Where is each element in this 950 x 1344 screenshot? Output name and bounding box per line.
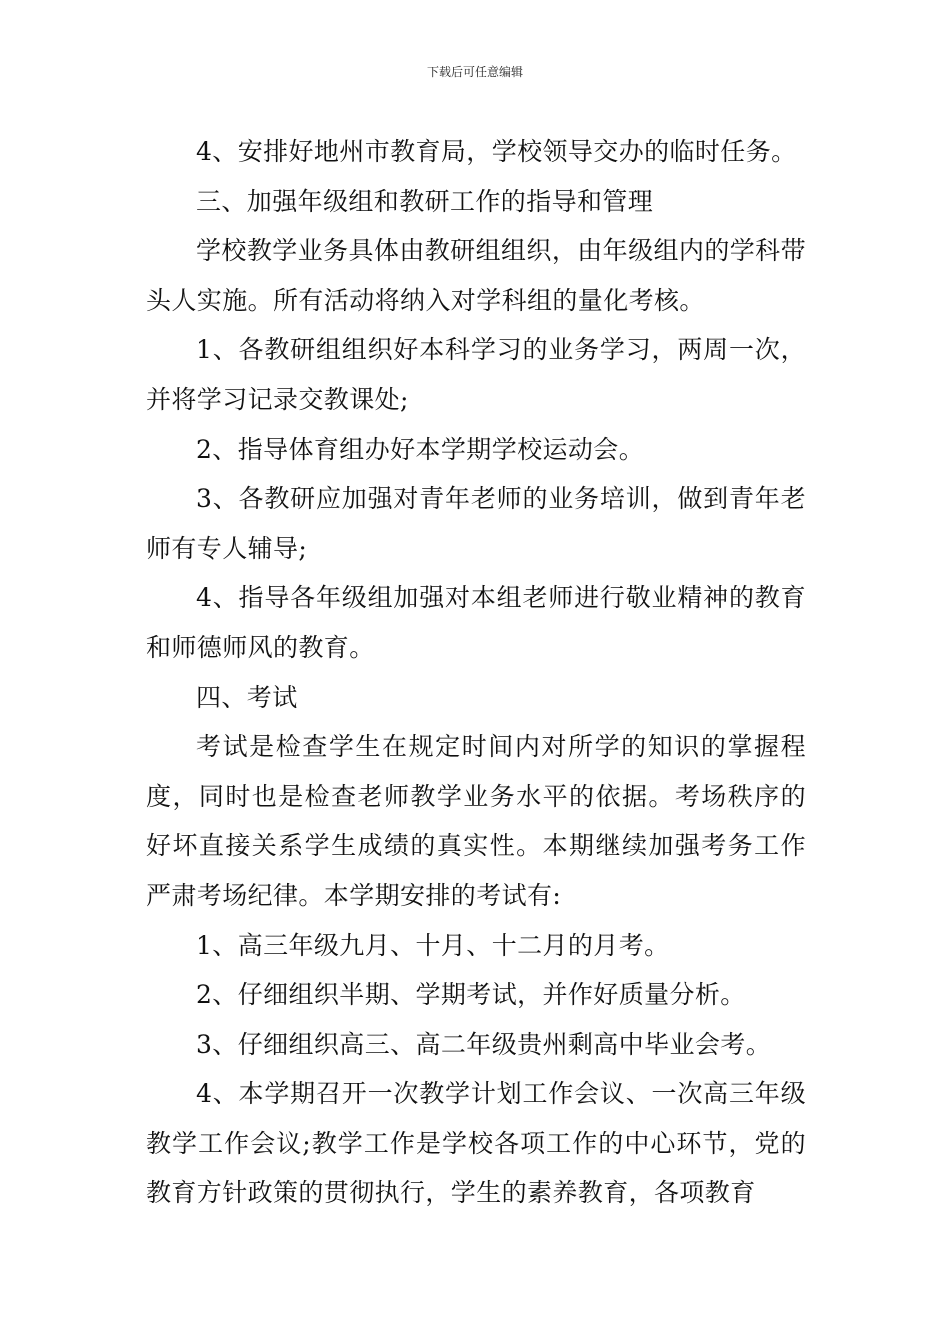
paragraph-exam-3: 3、仔细组织高三、高二年级贵州剩高中毕业会考。 <box>196 1029 772 1059</box>
paragraph-task-4: 4、安排好地州市教育局，学校领导交办的临时任务。 <box>196 137 797 166</box>
paragraph-exam-1: 1、高三年级九月、十月、十二月的月考。 <box>196 930 670 960</box>
paragraph-exam-2: 2、仔细组织半期、学期考试，并作好质量分析。 <box>196 980 746 1010</box>
document-body <box>146 127 806 1218</box>
paragraph-exam-4: 4、本学期召开一次教学计划工作会议、一次高三年级教学工作会议;教学工作是学校各项工作的中心环节，党的教育方针政策的贯彻执行，学生的素养教育，各项教育 <box>146 1079 806 1208</box>
paragraph-section-3-intro: 学校教学业务具体由教研组组织，由年级组内的学科带头人实施。所有活动将纳入对学科组的量化考核。 <box>146 236 806 315</box>
paragraph-item-3: 3、各教研应加强对青年老师的业务培训，做到青年老师有专人辅导; <box>146 484 806 563</box>
page-header-note: 下载后可任意编辑 <box>426 65 523 79</box>
paragraph-exam-intro: 考试是检查学生在规定时间内对所学的知识的掌握程度，同时也是检查老师教学业务水平的依据。考场秩序的好坏直接关系学生成绩的真实性。本期继续加强考务工作严肃考场纪律。本学期安排的考试有: <box>146 732 806 910</box>
paragraph-item-1: 1、各教研组组织好本科学习的业务学习，两周一次，并将学习记录交教课处; <box>146 335 806 414</box>
section-heading-3: 三、加强年级组和教研工作的指导和管理 <box>196 186 654 216</box>
paragraph-item-2: 2、指导体育组办好本学期学校运动会。 <box>196 434 645 464</box>
paragraph-item-4: 4、指导各年级组加强对本组老师进行敬业精神的教育和师德师风的教育。 <box>146 583 806 662</box>
section-heading-4: 四、考试 <box>196 682 298 712</box>
